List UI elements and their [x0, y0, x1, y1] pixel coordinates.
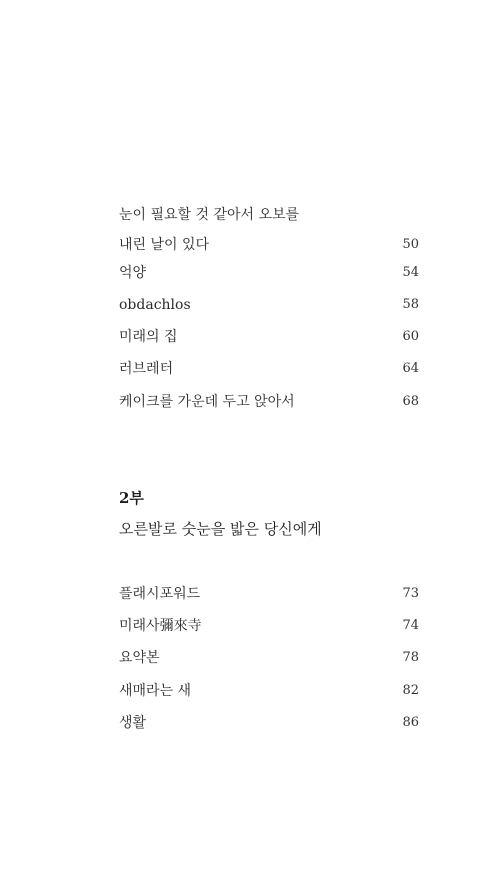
toc-entry — [119, 713, 419, 733]
toc-entry — [119, 295, 419, 315]
toc-entry-page: 73 — [402, 586, 419, 601]
toc-entry — [119, 584, 419, 604]
toc-entry-title-line1: 눈이 필요할 것 같아서 오보를 — [119, 207, 300, 223]
toc-entry — [119, 327, 419, 347]
toc-entry-page: 60 — [402, 329, 419, 344]
toc-entry-title: 케이크를 가운데 두고 앉아서 — [119, 394, 295, 410]
toc-entry-page: 68 — [402, 394, 419, 409]
toc-entry-page: 58 — [402, 297, 419, 312]
part-title: 오른발로 숫눈을 밟은 당신에게 — [119, 520, 322, 538]
toc-entry-page: 50 — [402, 237, 419, 252]
toc-entry — [119, 263, 419, 283]
toc-entry-title: 새매라는 새 — [119, 683, 192, 699]
toc-entry-page: 64 — [402, 361, 419, 376]
toc-entry-title: 요약본 — [119, 650, 160, 666]
toc-entry-title: obdachlos — [119, 297, 191, 313]
toc-entry-page: 86 — [402, 715, 419, 730]
toc-entry — [119, 681, 419, 701]
toc-entry — [119, 616, 419, 636]
toc-entry-title: 러브레터 — [119, 361, 174, 377]
toc-entry-page: 82 — [402, 683, 419, 698]
toc-entry-title: 생활 — [119, 715, 147, 731]
part-label: 2부 — [119, 489, 144, 507]
toc-entry-title: 억양 — [119, 265, 147, 281]
toc-entry-title: 미래의 집 — [119, 329, 178, 345]
toc-entry — [119, 648, 419, 668]
toc-entry-page: 54 — [402, 265, 419, 280]
toc-entry-title: 미래사彌來寺 — [119, 618, 202, 634]
toc-entry — [119, 205, 419, 255]
toc-entry-page: 78 — [402, 650, 419, 665]
toc-entry — [119, 359, 419, 379]
toc-entry-title-line2: 내린 날이 있다 — [119, 237, 210, 253]
toc-entry — [119, 392, 419, 412]
toc-entry-page: 74 — [402, 618, 419, 633]
toc-entry-title: 플래시포워드 — [119, 586, 201, 602]
